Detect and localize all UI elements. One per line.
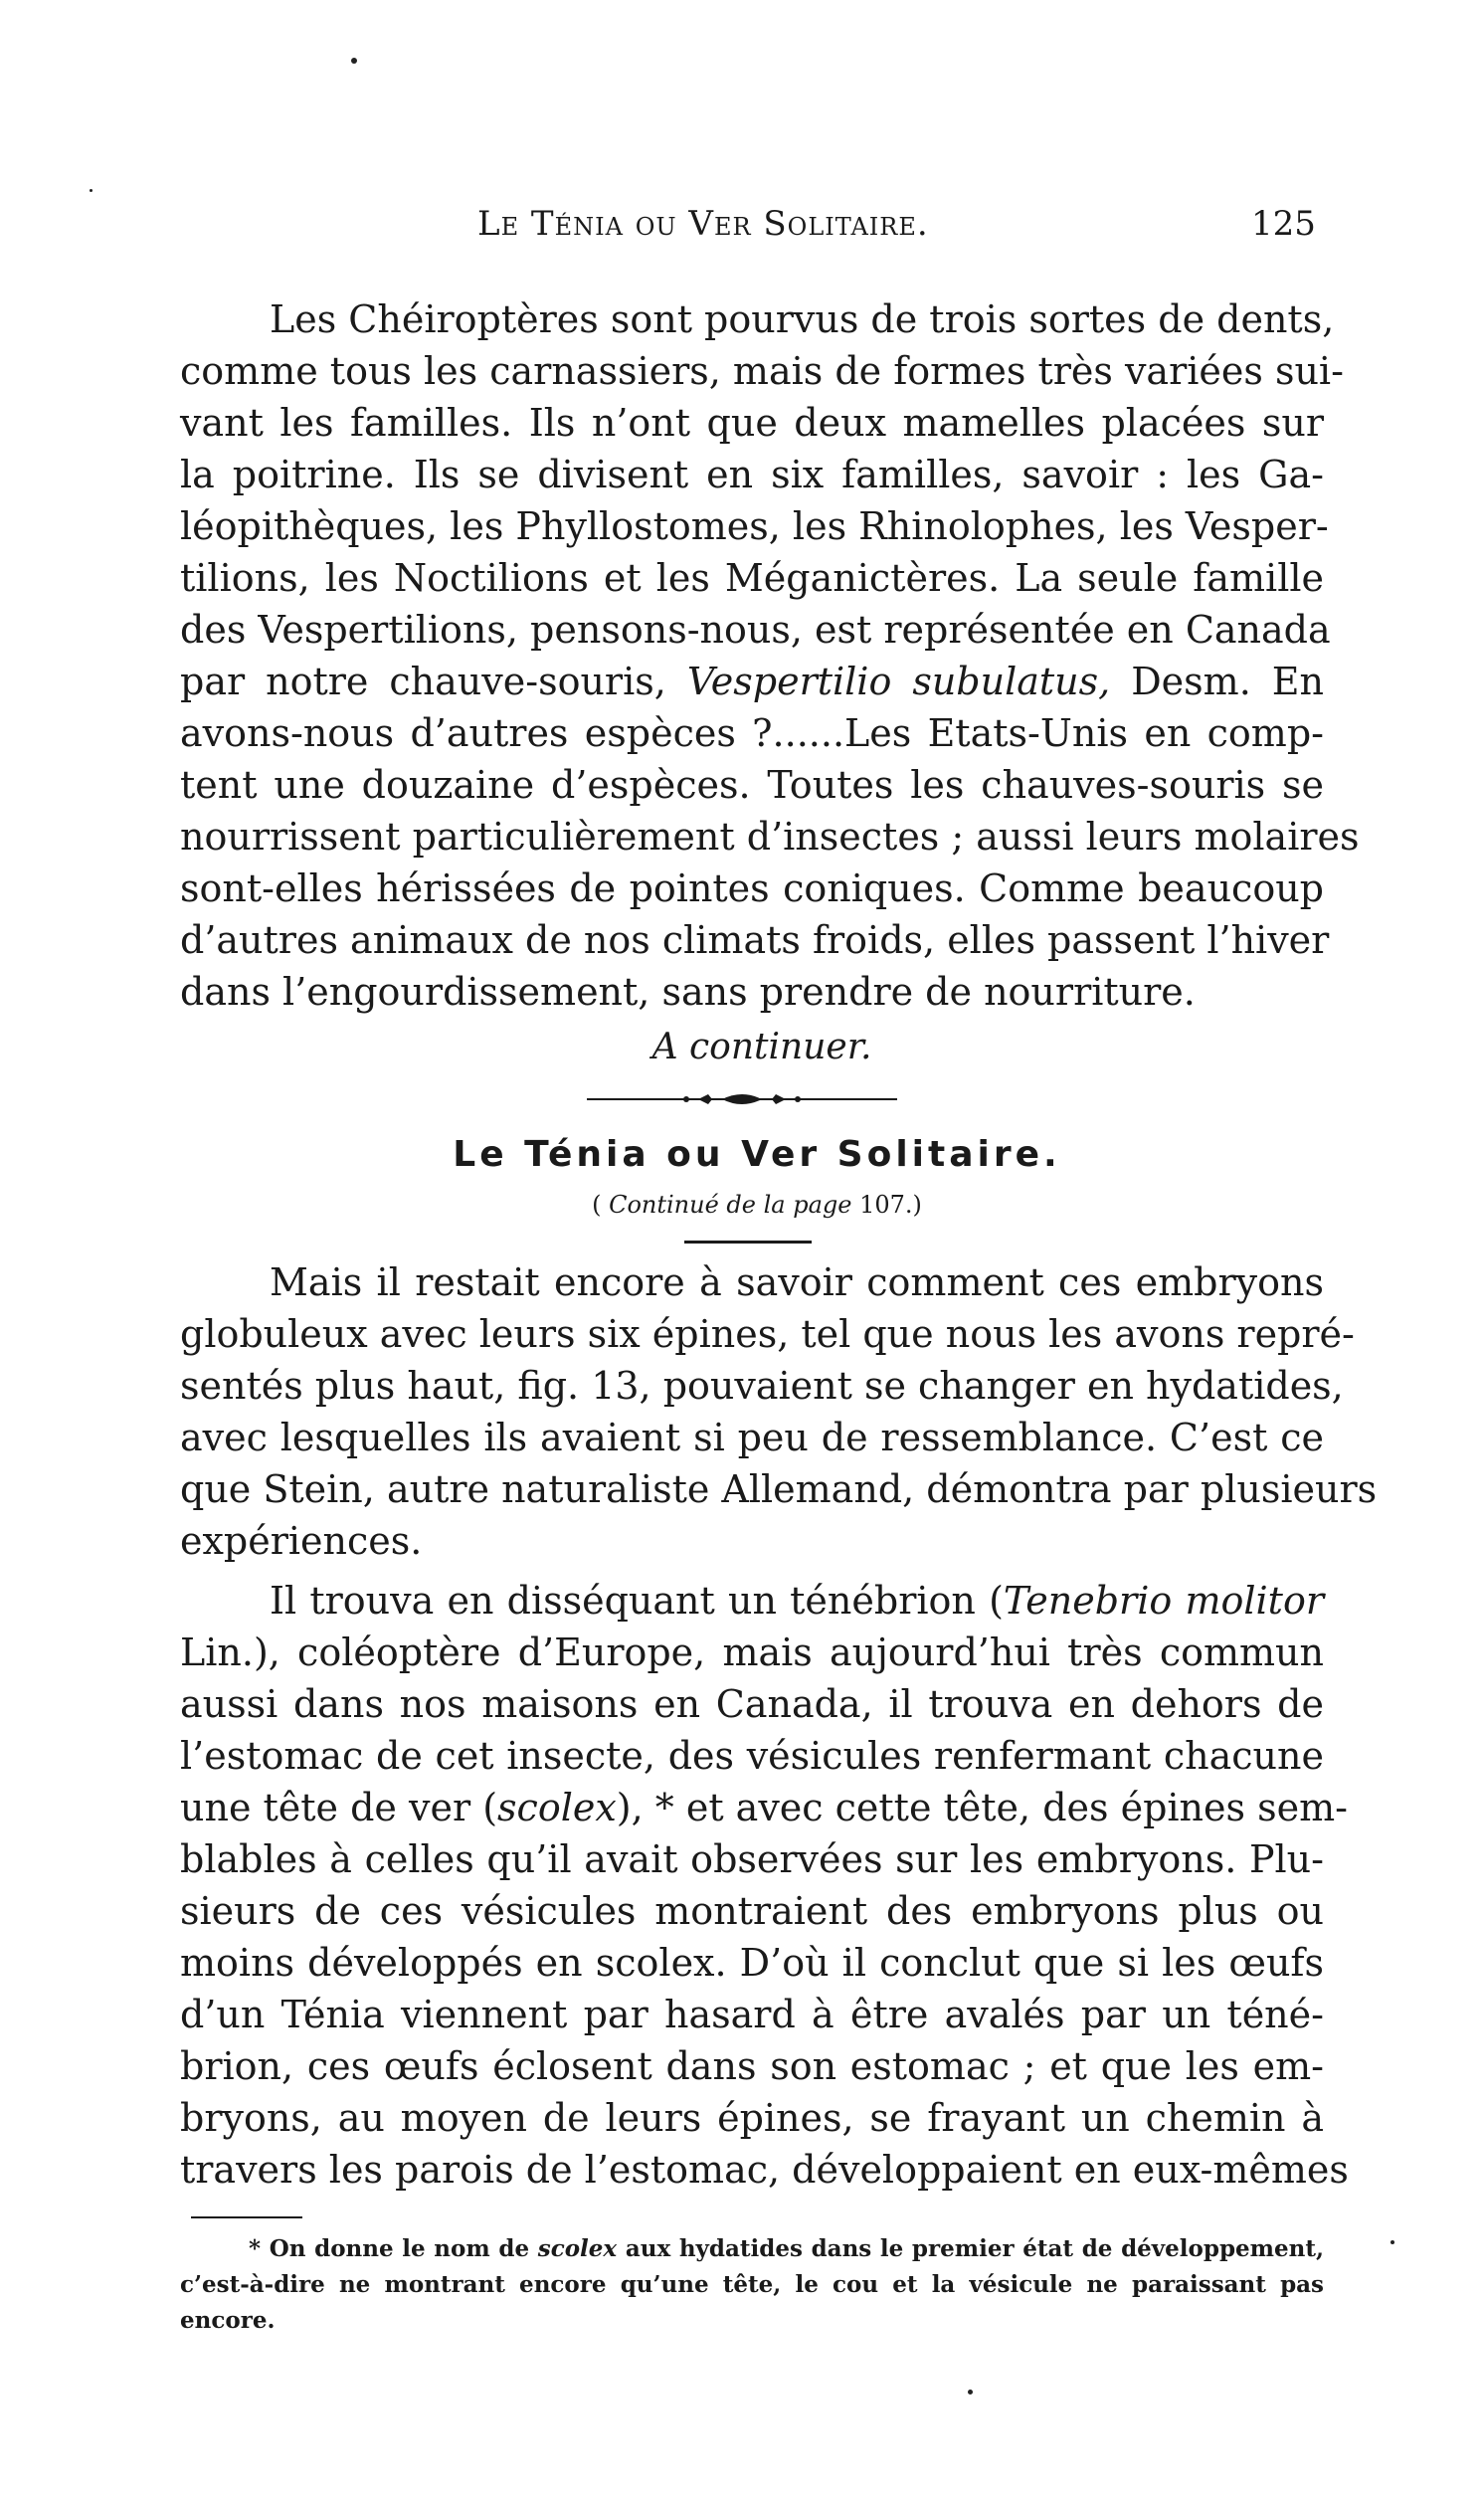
- text-line: Les Chéiroptères sont pourvus de trois sortes de dents,: [270, 297, 1335, 341]
- scan-speck: [90, 189, 93, 192]
- species-name: Vespertilio subulatus,: [686, 660, 1111, 703]
- text-line: la poitrine. Ils se divisent en six familles, savoir : les Ga-: [180, 453, 1324, 496]
- text-line: aussi dans nos maisons en Canada, il trouva en dehors de: [180, 1682, 1324, 1726]
- text-segment: ), * et avec cette tête, des épines sem-: [616, 1786, 1348, 1829]
- text-line: que Stein, autre naturaliste Allemand, démontra par plusieurs: [180, 1467, 1378, 1511]
- footnote-line: [249, 2233, 1324, 2265]
- text-line: moins développés en scolex. D’où il conclut que si les œufs: [180, 1941, 1324, 1985]
- subtitle-italic: Continué de la page: [609, 1191, 852, 1219]
- species-name: Tenebrio molitor: [1003, 1579, 1324, 1623]
- text-line: dans l’engourdissement, sans prendre de nourriture.: [180, 970, 1196, 1014]
- text-line: avons-nous d’autres espèces ?......Les Etats-Unis en comp-: [180, 711, 1324, 755]
- text-line: l’estomac de cet insecte, des vésicules renfermant chacune: [180, 1734, 1324, 1778]
- text-line: travers les parois de l’estomac, développaient en eux-mêmes: [180, 2148, 1349, 2192]
- text-line: d’autres animaux de nos climats froids, elles passent l’hiver: [180, 918, 1330, 962]
- running-title: Le Ténia ou Ver Solitaire.: [477, 204, 929, 244]
- text-segment: par notre chauve-souris,: [180, 660, 687, 703]
- text-line: sentés plus haut, fig. 13, pouvaient se changer en hydatides,: [180, 1364, 1344, 1408]
- text-segment: Desm. En: [1110, 660, 1324, 703]
- text-line: vant les familles. Ils n’ont que deux mamelles placées sur: [180, 401, 1324, 445]
- subtitle-segment: (: [592, 1191, 610, 1219]
- scan-speck: [1391, 2240, 1394, 2244]
- text-line: brion, ces œufs éclosent dans son estomac ; et que les em-: [180, 2044, 1324, 2088]
- article-subtitle: [0, 1191, 1484, 1219]
- text-line: tent une douzaine d’espèces. Toutes les chauves-souris se: [180, 763, 1324, 807]
- text-line: [270, 1575, 1324, 1627]
- article-title: Le Ténia ou Ver Solitaire.: [453, 1134, 1061, 1175]
- footnote-line: c’est-à-dire ne montrant encore qu’une tête, le cou et la vésicule ne paraissant pas: [180, 2271, 1324, 2298]
- text-line: Lin.), coléoptère d’Europe, mais aujourd’hui très commun: [180, 1630, 1324, 1674]
- text-line: blables à celles qu’il avait observées sur les embryons. Plu-: [180, 1837, 1324, 1881]
- footnote-segment: aux hydatides dans le premier état de développement,: [617, 2235, 1324, 2262]
- text-line: d’un Ténia viennent par hasard à être avalés par un téné-: [180, 1993, 1324, 2036]
- text-line: globuleux avec leurs six épines, tel que nous les avons repré-: [180, 1312, 1355, 1356]
- term-italic: scolex: [497, 1786, 617, 1829]
- text-line: des Vespertilions, pensons-nous, est représentée en Canada: [180, 608, 1331, 652]
- text-line: Mais il restait encore à savoir comment ces embryons: [270, 1260, 1324, 1304]
- text-line: sont-elles hérissées de pointes coniques. Comme beaucoup: [180, 866, 1324, 910]
- scan-speck: [968, 2390, 973, 2395]
- footnote-segment: * On donne le nom de: [249, 2235, 538, 2262]
- continuation-note: A continuer.: [651, 1027, 872, 1067]
- footnote-rule: [191, 2216, 302, 2218]
- scan-speck: [351, 58, 357, 64]
- page-number: 125: [1251, 204, 1316, 244]
- ornament-divider: [587, 1089, 897, 1109]
- subtitle-segment: 107.): [851, 1191, 922, 1219]
- text-segment: Il trouva en disséquant un ténébrion (: [270, 1579, 1004, 1623]
- text-line: [180, 1782, 1348, 1833]
- text-segment: une tête de ver (: [180, 1786, 498, 1829]
- title-rule: [684, 1241, 812, 1244]
- text-line: avec lesquelles ils avaient si peu de ressemblance. C’est ce: [180, 1416, 1324, 1459]
- text-line: léopithèques, les Phyllostomes, les Rhinolophes, les Vesper-: [180, 504, 1329, 548]
- text-line: bryons, au moyen de leurs épines, se frayant un chemin à: [180, 2096, 1324, 2140]
- text-line: nourrissent particulièrement d’insectes ; aussi leurs molaires: [180, 815, 1360, 859]
- footnote-line: encore.: [180, 2307, 276, 2334]
- text-line: sieurs de ces vésicules montraient des embryons plus ou: [180, 1889, 1324, 1933]
- footnote-italic: scolex: [537, 2235, 618, 2262]
- text-line: comme tous les carnassiers, mais de formes très variées sui-: [180, 349, 1344, 393]
- text-line: expériences.: [180, 1519, 423, 1563]
- text-line: [180, 656, 1324, 707]
- text-line: tilions, les Noctilions et les Méganictères. La seule famille: [180, 556, 1324, 600]
